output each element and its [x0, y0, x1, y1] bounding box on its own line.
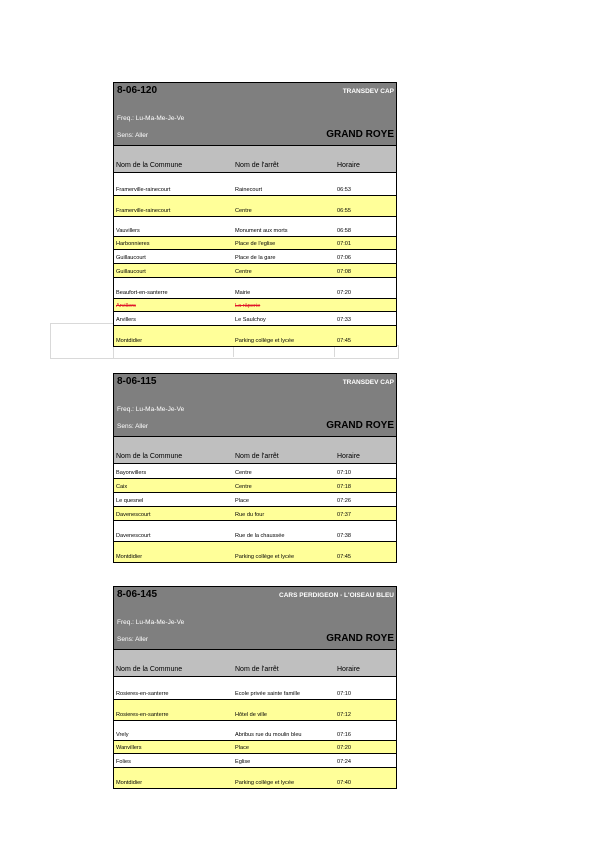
column-header-commune: Nom de la Commune — [116, 162, 183, 169]
commune-cell: Guillaucourt — [116, 255, 146, 261]
route-header — [114, 83, 396, 145]
column-header-row — [114, 649, 396, 677]
commune-cell: Davenescourt — [116, 533, 151, 539]
commune-cell: Harbonnieres — [116, 241, 150, 247]
table-row — [114, 478, 396, 492]
time-cell: 07:45 — [337, 338, 351, 344]
route-number: 8-06-115 — [117, 376, 157, 387]
route-number: 8-06-120 — [117, 85, 158, 96]
destination-label: GRAND ROYE — [326, 420, 394, 431]
column-header-row — [114, 145, 396, 173]
table-row — [114, 492, 396, 506]
timetable-8-06-145 — [113, 586, 397, 789]
table-row — [114, 720, 396, 740]
commune-cell: Montdidier — [116, 780, 143, 786]
table-row — [114, 767, 396, 788]
table-row — [114, 520, 396, 541]
stop-cell: Place de la gare — [235, 255, 276, 261]
commune-cell: Vauvillers — [116, 228, 140, 234]
gridline-frame — [50, 323, 114, 359]
frequency-label: Freq.: Lu-Ma-Me-Je-Ve — [117, 406, 185, 413]
table-row — [114, 541, 396, 562]
time-cell: 07:06 — [337, 255, 351, 261]
time-cell: 07:20 — [337, 745, 351, 751]
commune-cell: Arvillers — [116, 317, 136, 323]
time-cell: 06:58 — [337, 228, 351, 234]
column-header-arret: Nom de l'arrêt — [235, 453, 279, 460]
commune-cell: Rosieres-en-santerre — [116, 712, 169, 718]
stop-cell: Eglise — [235, 759, 251, 765]
destination-label: GRAND ROYE — [326, 633, 394, 644]
operator-name: TRANSDEV CAP — [342, 88, 394, 95]
time-cell: 07:38 — [337, 533, 351, 539]
stop-rows — [114, 173, 396, 346]
time-cell: 06:55 — [337, 208, 351, 214]
table-row — [114, 740, 396, 753]
direction-label: Sens: Aller — [117, 636, 149, 643]
time-cell: 07:26 — [337, 498, 351, 504]
stop-cell: Rue de la chaussée — [235, 533, 285, 539]
time-cell: 06:53 — [337, 187, 351, 193]
stop-cell: Centre — [235, 470, 252, 476]
table-row — [114, 699, 396, 720]
time-cell: 07:20 — [337, 290, 351, 296]
table-row — [114, 753, 396, 767]
time-cell: 07:40 — [337, 780, 351, 786]
table-row — [114, 216, 396, 236]
route-header — [114, 374, 396, 436]
table-row — [114, 298, 396, 311]
table-row — [114, 311, 396, 325]
commune-cell: Bayonvillers — [116, 470, 147, 476]
time-cell: 07:16 — [337, 732, 351, 738]
time-cell: 07:08 — [337, 269, 351, 275]
route-header — [114, 587, 396, 649]
table-row — [114, 464, 396, 478]
column-header-commune: Nom de la Commune — [116, 453, 183, 460]
column-header-arret: Nom de l'arrêt — [235, 666, 279, 673]
table-row — [114, 173, 396, 195]
commune-cell: Wanvillers — [116, 745, 142, 751]
stop-rows — [114, 464, 396, 562]
stop-cell: Parking collège et lycée — [235, 554, 295, 560]
time-cell: 07:01 — [337, 241, 351, 247]
table-row — [114, 506, 396, 520]
commune-cell: Arvillers — [116, 303, 136, 309]
column-header-row — [114, 436, 396, 464]
time-cell: 07:37 — [337, 512, 351, 518]
commune-cell: Guillaucourt — [116, 269, 146, 275]
stop-rows — [114, 677, 396, 788]
commune-cell: Folies — [116, 759, 131, 765]
stop-cell: Centre — [235, 208, 252, 214]
commune-cell: Montdidier — [116, 554, 143, 560]
time-cell: 07:33 — [337, 317, 351, 323]
destination-label: GRAND ROYE — [326, 129, 394, 140]
column-header-horaire: Horaire — [337, 453, 360, 460]
route-number: 8-06-145 — [117, 589, 158, 600]
timetable-8-06-115 — [113, 373, 397, 563]
column-header-commune: Nom de la Commune — [116, 666, 183, 673]
stop-cell: Place de l'eglise — [235, 241, 276, 247]
stop-cell: Ecole privée sainte famille — [235, 691, 300, 697]
stop-cell: Centre — [235, 269, 252, 275]
stop-cell: Centre — [235, 484, 252, 490]
stop-cell: Place — [235, 745, 249, 751]
commune-cell: Le quesnel — [116, 498, 144, 504]
commune-cell: Rosieres-en-santerre — [116, 691, 169, 697]
commune-cell: Davenescourt — [116, 512, 151, 518]
time-cell: 07:12 — [337, 712, 351, 718]
stop-cell: Rainecourt — [235, 187, 263, 193]
stop-cell: La râperie — [235, 303, 261, 309]
commune-cell: Vrely — [116, 732, 129, 738]
operator-name: TRANSDEV CAP — [342, 379, 394, 386]
direction-label: Sens: Aller — [117, 132, 149, 139]
operator-name: CARS PERDIGEON - L'OISEAU BLEU — [279, 592, 394, 599]
stop-cell: Abribus rue du moulin bleu — [235, 732, 302, 738]
frequency-label: Freq.: Lu-Ma-Me-Je-Ve — [117, 115, 185, 122]
column-header-arret: Nom de l'arrêt — [235, 162, 279, 169]
stop-cell: Parking collège et lycée — [235, 338, 295, 344]
commune-cell: Montdidier — [116, 338, 143, 344]
stop-cell: Monument aux morts — [235, 228, 288, 234]
timetable-8-06-120 — [113, 82, 397, 347]
column-header-horaire: Horaire — [337, 666, 360, 673]
commune-cell: Beaufort-en-santerre — [116, 290, 168, 296]
frequency-label: Freq.: Lu-Ma-Me-Je-Ve — [117, 619, 185, 626]
direction-label: Sens: Aller — [117, 423, 149, 430]
commune-cell: Framerville-rainecourt — [116, 208, 171, 214]
time-cell: 07:10 — [337, 691, 351, 697]
table-row — [114, 325, 396, 346]
stop-cell: Rue du four — [235, 512, 265, 518]
stop-cell: Parking collège et lycée — [235, 780, 295, 786]
stop-cell: Le Saulchoy — [235, 317, 266, 323]
table-row — [114, 236, 396, 249]
table-row — [114, 277, 396, 298]
stop-cell: Mairie — [235, 290, 251, 296]
time-cell: 07:24 — [337, 759, 351, 765]
stop-cell: Hôtel de ville — [235, 712, 268, 718]
commune-cell: Caix — [116, 484, 128, 490]
time-cell: 07:45 — [337, 554, 351, 560]
column-header-horaire: Horaire — [337, 162, 360, 169]
table-row — [114, 263, 396, 277]
stop-cell: Place — [235, 498, 249, 504]
table-row — [114, 677, 396, 699]
time-cell: 07:10 — [337, 470, 351, 476]
commune-cell: Framerville-rainecourt — [116, 187, 171, 193]
table-row — [114, 195, 396, 216]
table-row — [114, 249, 396, 263]
time-cell: 07:18 — [337, 484, 351, 490]
